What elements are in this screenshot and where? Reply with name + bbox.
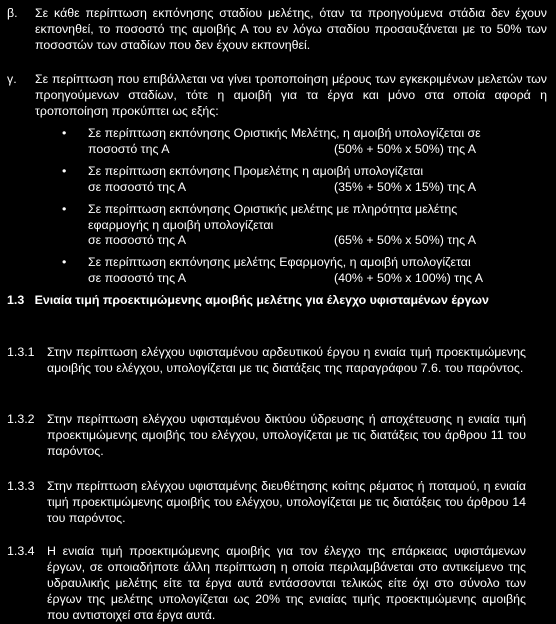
list-item	[62, 164, 494, 196]
bullet-icon: •	[62, 201, 67, 216]
paragraph-marker: β.	[7, 6, 18, 20]
bullet-left-label: σε ποσοστό της Α	[88, 179, 187, 194]
bullet-left-label: σε ποσοστό της Α	[88, 233, 187, 248]
fee-bullet-list	[62, 126, 494, 293]
subsection-number: 1.3.3	[7, 479, 35, 493]
subsection-text: Στην περίπτωση ελέγχου υφισταμένης διευθέτησης κοίτης ρέματος ή ποταμού, η ενιαία τιμή προεκτιμώμενης αμοιβής του ελέγχου, υπολογίζεται με τις διατάξεις του άρθρου 14 του παρόντος.	[47, 479, 526, 525]
bullet-icon: •	[62, 126, 67, 140]
bullet-formula: (35% + 50% x 15%) της Α	[334, 179, 477, 194]
subsection-number: 1.3.1	[7, 345, 35, 359]
subsection-1-3-3	[7, 479, 526, 527]
bullet-icon: •	[62, 255, 67, 270]
section-title: Ενιαία τιμή προεκτιμώμενης αμοιβής μελέτης για έλεγχο υφισταμένων έργων	[34, 293, 489, 307]
bullet-icon: •	[62, 163, 67, 178]
paragraph-marker: γ.	[7, 72, 17, 86]
list-item	[62, 255, 494, 287]
bullet-formula: (65% + 50% x 50%) της Α	[334, 233, 477, 248]
subsection-text: Στην περίπτωση ελέγχου υφισταμένου δικτύου ύδρευσης ή αποχέτευσης η ενιαία τιμή προεκτιμώμενης αμοιβής του ελέγχου, υπολογίζεται με τις διατάξεις του άρθρου 11 του παρόντος.	[47, 412, 526, 458]
bullet-text-line: εφαρμογής η αμοιβή υπολογίζεται	[88, 217, 274, 232]
subsection-1-3-1	[7, 345, 526, 377]
bullet-text-line: Σε περίπτωση εκπόνησης Οριστικής Μελέτης, η αμοιβή υπολογίζεται σε	[88, 126, 481, 140]
subsection-text: Η ενιαία τιμή προεκτιμώμενης αμοιβής για τον έλεγχο της επάρκειας υφιστάμενων έργων, σε οποιαδήποτε άλλη περίπτωση η οποία περιλαμβάνεται στο αντικείμενο της υδραυλικής μελέτης είτε τα έργα αυτά εντάσσονται τελικώς είτε όχι στο σύνολο των έργων της μελέτης υπολογίζεται ως 20% της ενιαίας τιμής προεκτιμώμενης αμοιβής που αντιστοιχεί στα έργα αυτά.	[47, 544, 526, 622]
subsection-text: Στην περίπτωση ελέγχου υφισταμένου αρδευτικού έργου η ενιαία τιμή προεκτιμώμενης αμοιβής του ελέγχου, υπολογίζεται με τις διατάξεις της παραγράφου 7.6. του παρόντος.	[47, 345, 526, 375]
section-heading	[7, 293, 526, 309]
subsection-number: 1.3.4	[7, 544, 35, 558]
bullet-left-label: ποσοστό της Α	[88, 141, 170, 156]
bullet-formula: (50% + 50% x 50%) της Α	[334, 141, 477, 156]
section-number: 1.3	[7, 293, 25, 307]
subsection-1-3-4	[7, 544, 526, 624]
bullet-text-line: Σε περίπτωση εκπόνησης Προμελέτης η αμοιβή υπολογίζεται	[88, 163, 424, 178]
subsection-number: 1.3.2	[7, 412, 35, 426]
subsection-1-3-2	[7, 412, 526, 460]
bullet-text-line: Σε περίπτωση εκπόνησης Οριστικής μελέτης με πληρότητα μελέτης	[88, 201, 458, 216]
bullet-text-line: Σε περίπτωση εκπόνησης μελέτης Εφαρμογής, η αμοιβή υπολογίζεται	[88, 255, 471, 270]
bullet-left-label: σε ποσοστό της Α	[88, 271, 187, 286]
list-item	[62, 126, 494, 158]
list-item	[62, 202, 494, 250]
paragraph-text: Σε περίπτωση που επιβάλλεται να γίνει τροποποίηση μέρους των εγκεκριμένων μελετών των προηγούμενων σταδίων, τότε η αμοιβή για τα έργα και μόνο στα οποία αφορά η τροποποίηση προκύπτει ως εξής:	[35, 72, 547, 118]
bullet-formula: (40% + 50% x 100%) της Α	[334, 271, 483, 286]
paragraph-b	[7, 6, 547, 54]
paragraph-text: Σε κάθε περίπτωση εκπόνησης σταδίου μελέτης, όταν τα προηγούμενα στάδια δεν έχουν εκπονηθεί, το ποσοστό της αμοιβής Α του εν λόγω σταδίου προσαυξάνεται με το 50% των ποσοστών των σταδίων που δεν έχουν εκπονηθεί.	[35, 6, 547, 52]
paragraph-c	[7, 72, 547, 120]
